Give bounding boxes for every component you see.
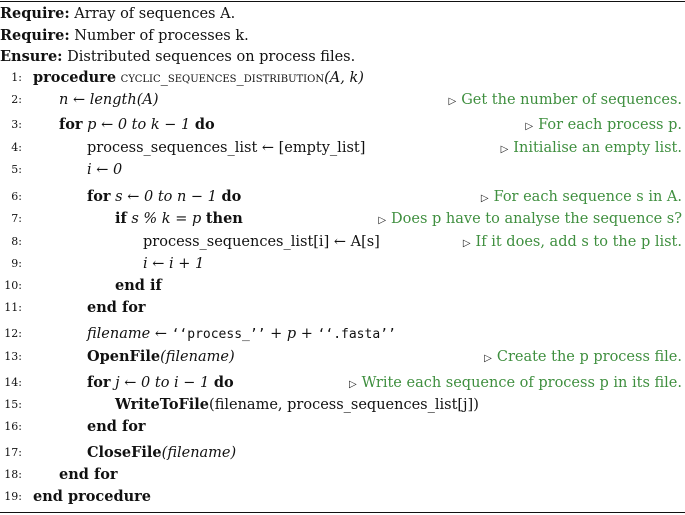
- algorithm-line: [0, 486, 685, 508]
- algorithm-line: [0, 253, 685, 275]
- line-number: 9:: [11, 257, 22, 270]
- do-keyword: do: [213, 374, 234, 391]
- line-number: 14:: [4, 376, 22, 389]
- comment-triangle-icon: ▷: [500, 144, 509, 155]
- algorithm-line: [0, 208, 685, 230]
- do-keyword: do: [221, 188, 242, 205]
- algorithm-line: [0, 394, 685, 416]
- algorithm-line: [0, 416, 685, 438]
- ensure-text: Distributed sequences on process files.: [67, 49, 356, 65]
- line-number: 13:: [4, 350, 22, 363]
- line-number: 11:: [4, 301, 22, 314]
- line-number: 6:: [11, 190, 22, 203]
- algorithm-line: [0, 67, 685, 89]
- comment: Create the p process file.: [496, 349, 682, 365]
- line-number: 17:: [4, 446, 22, 459]
- line-number: 16:: [4, 420, 22, 433]
- statement: n ← length(A): [59, 92, 159, 108]
- line-number: 10:: [4, 279, 22, 292]
- loop-range: p ← 0 to k − 1: [87, 117, 191, 133]
- function-args: (filename): [160, 349, 235, 365]
- comment-triangle-icon: ▷: [484, 353, 492, 364]
- function-args: (filename, process_sequences_list[j]): [209, 397, 479, 413]
- require-keyword: Require:: [0, 27, 70, 44]
- comment: Does p have to analyse the sequence s?: [391, 211, 682, 227]
- algorithm-line: [0, 275, 685, 297]
- line-number: 12:: [4, 327, 22, 340]
- line-number: 8:: [11, 235, 22, 248]
- comment-triangle-icon: ▷: [378, 215, 387, 226]
- comment-triangle-icon: ▷: [448, 96, 457, 107]
- end-for-keyword: end for: [59, 466, 118, 483]
- string-literal: ‘‘process_’’: [171, 327, 266, 342]
- statement: i ← i + 1: [143, 256, 205, 272]
- concat-expr: + p +: [270, 326, 313, 342]
- line-number: 15:: [4, 398, 22, 411]
- require-text: Array of sequences A.: [74, 6, 236, 22]
- procedure-keyword: procedure: [33, 69, 117, 86]
- end-if-keyword: end if: [115, 277, 162, 294]
- algorithm-line: [0, 137, 685, 159]
- comment-triangle-icon: ▷: [525, 121, 534, 132]
- algorithm-line: [0, 114, 685, 136]
- line-number: 3:: [11, 118, 22, 131]
- algorithm-line: [0, 159, 685, 181]
- algorithm-line: [0, 464, 685, 486]
- for-keyword: for: [59, 116, 83, 133]
- comment: Get the number of sequences.: [461, 92, 682, 108]
- algorithm-line: [0, 89, 685, 111]
- function-name: OpenFile: [87, 348, 161, 365]
- comment: For each sequence s in A.: [493, 189, 682, 205]
- comment: Write each sequence of process p in its file.: [361, 375, 682, 391]
- require-text: Number of processes k.: [74, 28, 249, 44]
- loop-range: s ← 0 to n − 1: [115, 189, 217, 205]
- function-args: (filename): [161, 445, 237, 461]
- string-literal: ‘‘.fasta’’: [317, 327, 396, 342]
- function-name: CloseFile: [87, 444, 162, 461]
- line-number: 4:: [11, 141, 22, 154]
- condition: s % k = p: [131, 211, 202, 227]
- line-number: 1:: [11, 71, 22, 84]
- then-keyword: then: [205, 210, 243, 227]
- algorithm-line: [0, 442, 685, 464]
- loop-range: j ← 0 to i − 1: [115, 375, 210, 391]
- statement: i ← 0: [87, 162, 123, 178]
- end-for-keyword: end for: [87, 299, 146, 316]
- end-for-keyword: end for: [87, 418, 146, 435]
- procedure-args: (A, k): [324, 70, 364, 86]
- algorithm-line: [0, 231, 685, 253]
- comment-triangle-icon: ▷: [480, 193, 489, 204]
- algorithm-line: [0, 323, 685, 345]
- require-processes-line: [0, 25, 685, 47]
- do-keyword: do: [194, 116, 215, 133]
- require-keyword: Require:: [0, 5, 70, 22]
- comment-triangle-icon: ▷: [462, 238, 471, 249]
- top-rule: [0, 1, 685, 2]
- procedure-name: cyclic_sequences_distribution: [120, 70, 325, 86]
- algorithm-line: [0, 372, 685, 394]
- filename-var: filename: [87, 326, 151, 342]
- function-name: WriteToFile: [115, 396, 210, 413]
- statement: process_sequences_list ← [empty_list]: [87, 140, 366, 156]
- ensure-line: [0, 46, 685, 68]
- bottom-rule: [0, 512, 685, 513]
- line-number: 7:: [11, 212, 22, 225]
- statement: process_sequences_list[i] ← A[s]: [143, 234, 380, 250]
- require-array-line: [0, 3, 685, 25]
- for-keyword: for: [87, 374, 111, 391]
- end-procedure-keyword: end procedure: [33, 488, 152, 505]
- ensure-keyword: Ensure:: [0, 48, 63, 65]
- line-number: 2:: [11, 93, 22, 106]
- comment: Initialise an empty list.: [513, 140, 682, 156]
- algorithm-line: [0, 346, 685, 368]
- comment: If it does, add s to the p list.: [475, 234, 682, 250]
- comment-triangle-icon: ▷: [348, 379, 357, 390]
- if-keyword: if: [115, 210, 127, 227]
- line-number: 19:: [4, 490, 22, 503]
- line-number: 5:: [11, 163, 22, 176]
- algorithm-line: [0, 297, 685, 319]
- comment: For each process p.: [538, 117, 682, 133]
- for-keyword: for: [87, 188, 111, 205]
- line-number: 18:: [4, 468, 22, 481]
- algorithm-line: [0, 186, 685, 208]
- assign-arrow: ←: [154, 326, 167, 342]
